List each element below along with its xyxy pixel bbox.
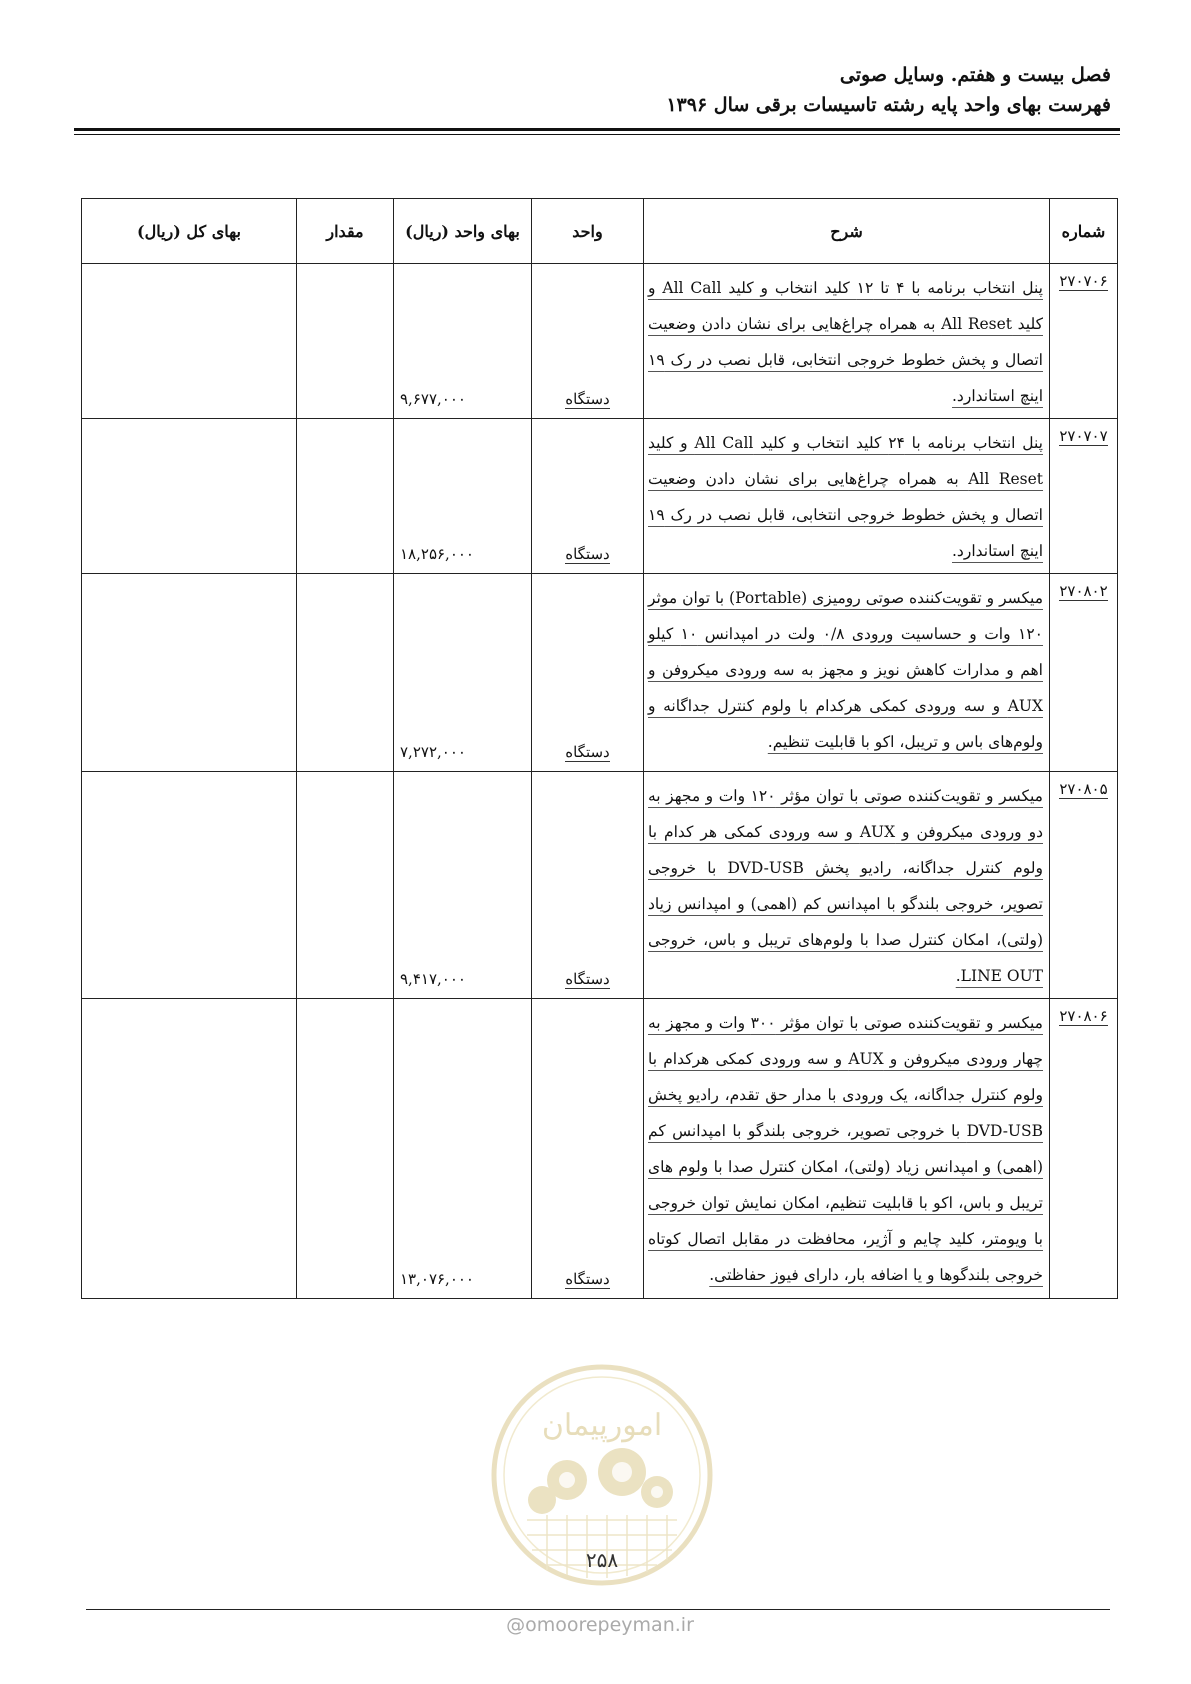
item-unit-price: ۹,۶۷۷,۰۰۰	[394, 264, 532, 419]
seal-text: امورپیمان	[541, 1408, 663, 1443]
item-total-price	[82, 264, 297, 419]
col-unit-header: واحد	[532, 199, 644, 264]
item-total-price	[82, 999, 297, 1299]
price-table	[81, 198, 1118, 1299]
col-description-header: شرح	[644, 199, 1050, 264]
at-icon: @	[506, 1614, 526, 1636]
table-row	[82, 999, 1118, 1299]
item-description: پنل انتخاب برنامه با ۴ تا ۱۲ کلید انتخاب و کلید All Call و کلید All Reset به همراه چراغ‌هایی برای نشان دادن وضعیت اتصال و پخش خطوط خروجی انتخابی، قابل نصب در رک ۱۹ اینچ استاندارد.	[644, 264, 1050, 419]
item-quantity	[297, 574, 394, 772]
item-description: پنل انتخاب برنامه با ۲۴ کلید انتخاب و کلید All Call و کلید All Reset به همراه چراغ‌هایی برای نشان دادن وضعیت اتصال و پخش خطوط خروجی انتخابی، قابل نصب در رک ۱۹ اینچ استاندارد.	[644, 419, 1050, 574]
item-number: ۲۷۰۸۰۵	[1050, 772, 1118, 999]
item-quantity	[297, 999, 394, 1299]
item-total-price	[82, 574, 297, 772]
item-quantity	[297, 419, 394, 574]
col-number-header: شماره	[1050, 199, 1118, 264]
col-unit-price-header: بهای واحد (ریال)	[394, 199, 532, 264]
col-total-price-header: بهای کل (ریال)	[82, 199, 297, 264]
item-number: ۲۷۰۸۰۶	[1050, 999, 1118, 1299]
item-unit-price: ۱۸,۲۵۶,۰۰۰	[394, 419, 532, 574]
item-unit-price: ۷,۲۷۲,۰۰۰	[394, 574, 532, 772]
table-row	[82, 264, 1118, 419]
item-unit: دستگاه	[532, 264, 644, 419]
page-number: ۲۵۸	[585, 1548, 619, 1572]
page-header	[71, 60, 1111, 120]
footer-rule	[86, 1609, 1110, 1610]
item-number: ۲۷۰۷۰۶	[1050, 264, 1118, 419]
item-quantity	[297, 772, 394, 999]
item-description: میکسر و تقویت‌کننده صوتی با توان مؤثر ۱۲۰ وات و مجهز به دو ورودی میکروفن و AUX و سه ورودی کمکی هر کدام با ولوم کنترل جداگانه، رادیو پخش DVD-USB با خروجی تصویر، خروجی بلندگو با امپدانس کم (اهمی) و امپدانس زیاد (ولتی)، امکان کنترل صدا با ولوم‌های تریبل و باس، خروجی LINE OUT.	[644, 772, 1050, 999]
item-total-price	[82, 772, 297, 999]
chapter-title: فصل بیست و هفتم. وسایل صوتی	[839, 64, 1111, 86]
item-description: میکسر و تقویت‌کننده صوتی رومیزی (Portable) با توان موثر ۱۲۰ وات و حساسیت ورودی ۰/۸ ولت در امپدانس ۱۰ کیلو اهم و مدارات کاهش نویز و مجهز به سه ورودی میکروفن و AUX و سه ورودی کمکی هرکدام با ولوم کنترل جداگانه و ولوم‌های باس و تریبل، اکو با قابلیت تنظیم.	[644, 574, 1050, 772]
table-row	[82, 574, 1118, 772]
table-row	[82, 772, 1118, 999]
item-unit-price: ۹,۴۱۷,۰۰۰	[394, 772, 532, 999]
item-unit-price: ۱۳,۰۷۶,۰۰۰	[394, 999, 532, 1299]
table-header-row	[82, 199, 1118, 264]
item-unit: دستگاه	[532, 772, 644, 999]
header-rule-thick	[74, 128, 1120, 131]
list-title: فهرست بهای واحد پایه رشته تاسیسات برقی سال ۱۳۹۶	[666, 94, 1111, 116]
item-description: میکسر و تقویت‌کننده صوتی با توان مؤثر ۳۰۰ وات و مجهز به چهار ورودی میکروفن و AUX و سه ورودی کمکی هرکدام با ولوم کنترل جداگانه، یک ورودی با مدار حق تقدم، رادیو پخش DVD-USB با خروجی تصویر، خروجی بلندگو با امپدانس کم (اهمی) و امپدانس زیاد (ولتی)، امکان کنترل صدا با ولوم های تریبل و باس، اکو با قابلیت تنظیم، امکان نمایش توان خروجی با ویومتر، کلید چایم و آژیر، محافظت در مقابل اتصال کوتاه خروجی بلندگوها و یا اضافه بار، دارای فیوز حفاظتی.	[644, 999, 1050, 1299]
item-unit: دستگاه	[532, 419, 644, 574]
item-total-price	[82, 419, 297, 574]
footer-website	[480, 1614, 720, 1636]
header-rule-thin	[74, 134, 1120, 135]
item-quantity	[297, 264, 394, 419]
col-quantity-header: مقدار	[297, 199, 394, 264]
item-unit: دستگاه	[532, 999, 644, 1299]
item-number: ۲۷۰۸۰۲	[1050, 574, 1118, 772]
item-unit: دستگاه	[532, 574, 644, 772]
website-text: omoorepeyman.ir	[525, 1614, 694, 1636]
table-row	[82, 419, 1118, 574]
item-number: ۲۷۰۷۰۷	[1050, 419, 1118, 574]
